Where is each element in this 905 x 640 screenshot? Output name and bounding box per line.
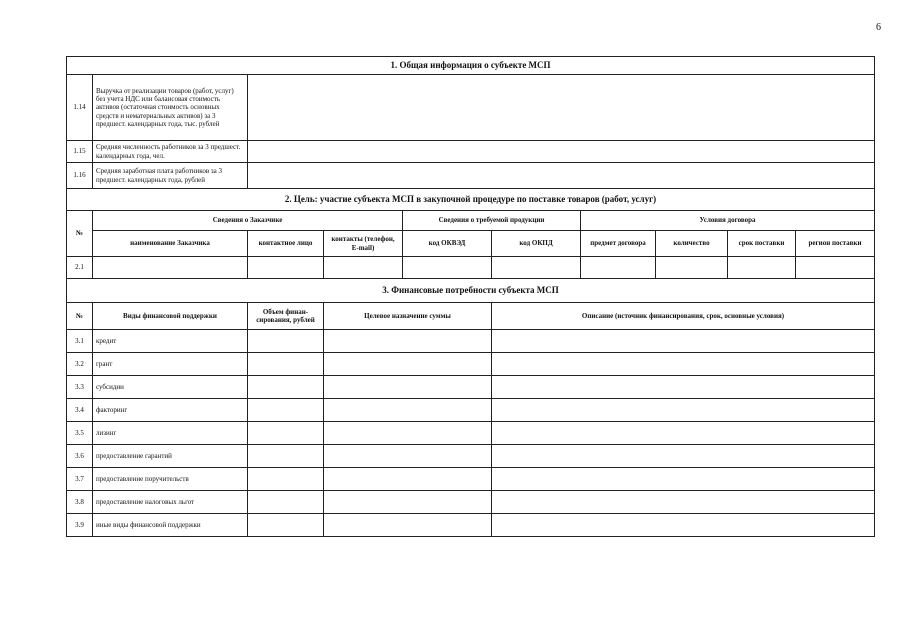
section1-title: 1. Общая информация о субъекте МСП bbox=[67, 57, 875, 75]
purpose-cell[interactable] bbox=[324, 353, 492, 376]
row-label: предоставление поручительств bbox=[93, 468, 248, 491]
value-cell[interactable] bbox=[248, 163, 875, 189]
volume-cell[interactable] bbox=[248, 330, 324, 353]
group-contract: Условия договора bbox=[581, 211, 875, 231]
table-row bbox=[67, 163, 875, 189]
table-row bbox=[67, 330, 875, 353]
table-row bbox=[67, 257, 875, 279]
table-row bbox=[67, 141, 875, 163]
table-row bbox=[67, 445, 875, 468]
purpose-cell[interactable] bbox=[324, 422, 492, 445]
column-header: код ОКВЭД bbox=[403, 231, 492, 257]
table-row bbox=[67, 422, 875, 445]
column-header: предмет договора bbox=[581, 231, 656, 257]
msp-form-table bbox=[66, 56, 875, 537]
volume-cell[interactable] bbox=[248, 399, 324, 422]
volume-cell[interactable] bbox=[248, 353, 324, 376]
volume-cell[interactable] bbox=[248, 376, 324, 399]
description-cell[interactable] bbox=[492, 376, 875, 399]
section2-title-row bbox=[67, 189, 875, 211]
row-label: Средняя численность работников за 3 предшест. календарных года, чел. bbox=[93, 141, 248, 163]
row-label: предоставление гарантий bbox=[93, 445, 248, 468]
column-header: контактное лицо bbox=[248, 231, 324, 257]
section2-title: 2. Цель: участие субъекта МСП в закупочной процедуре по поставке товаров (работ, услуг) bbox=[67, 189, 875, 211]
row-number: 1.16 bbox=[67, 163, 93, 189]
value-cell[interactable] bbox=[248, 75, 875, 141]
table-row bbox=[67, 353, 875, 376]
row-number: 2.1 bbox=[67, 257, 93, 279]
row-number: 3.1 bbox=[67, 330, 93, 353]
purpose-cell[interactable] bbox=[324, 491, 492, 514]
table-row bbox=[67, 376, 875, 399]
section3-title-row bbox=[67, 279, 875, 303]
row-number: 3.8 bbox=[67, 491, 93, 514]
column-header: наименование Заказчика bbox=[93, 231, 248, 257]
row-number: 3.6 bbox=[67, 445, 93, 468]
description-cell[interactable] bbox=[492, 353, 875, 376]
table-row bbox=[67, 514, 875, 537]
input-cell[interactable] bbox=[656, 257, 728, 279]
column-header: срок поставки bbox=[728, 231, 796, 257]
table-row bbox=[67, 491, 875, 514]
input-cell[interactable] bbox=[796, 257, 875, 279]
column-header: контакты (телефон, E-mail) bbox=[324, 231, 403, 257]
column-header: код ОКПД bbox=[492, 231, 581, 257]
page-number: 6 bbox=[876, 22, 881, 33]
purpose-cell[interactable] bbox=[324, 468, 492, 491]
description-cell[interactable] bbox=[492, 514, 875, 537]
purpose-cell[interactable] bbox=[324, 445, 492, 468]
description-cell[interactable] bbox=[492, 330, 875, 353]
input-cell[interactable] bbox=[248, 257, 324, 279]
volume-header: Объем финан-сирования, рублей bbox=[248, 303, 324, 330]
row-label: факторинг bbox=[93, 399, 248, 422]
purpose-cell[interactable] bbox=[324, 514, 492, 537]
row-number: 3.2 bbox=[67, 353, 93, 376]
purpose-cell[interactable] bbox=[324, 376, 492, 399]
description-header: Описание (источник финансирования, срок, основные условия) bbox=[492, 303, 875, 330]
row-number: 3.7 bbox=[67, 468, 93, 491]
section2-column-header bbox=[67, 231, 875, 257]
row-number: 1.14 bbox=[67, 75, 93, 141]
row-label: иные виды финансовой поддержки bbox=[93, 514, 248, 537]
row-label: Средняя заработная плата работников за 3 предшест. календарных года, рублей bbox=[93, 163, 248, 189]
description-cell[interactable] bbox=[492, 422, 875, 445]
purpose-cell[interactable] bbox=[324, 330, 492, 353]
group-product: Сведения о требуемой продукции bbox=[403, 211, 581, 231]
volume-cell[interactable] bbox=[248, 468, 324, 491]
volume-cell[interactable] bbox=[248, 445, 324, 468]
row-label: Выручка от реализации товаров (работ, услуг) без учета НДС или балансовая стоимость активов (остаточная стоимость основных средств и нематериальных активов) за 3 предшест. календарных года, тыс. рублей bbox=[93, 75, 248, 141]
section1-title-row bbox=[67, 57, 875, 75]
value-cell[interactable] bbox=[248, 141, 875, 163]
input-cell[interactable] bbox=[728, 257, 796, 279]
num-header: № bbox=[67, 303, 93, 330]
table-row bbox=[67, 399, 875, 422]
description-cell[interactable] bbox=[492, 468, 875, 491]
section3-title: 3. Финансовые потребности субъекта МСП bbox=[67, 279, 875, 303]
description-cell[interactable] bbox=[492, 399, 875, 422]
purpose-cell[interactable] bbox=[324, 399, 492, 422]
input-cell[interactable] bbox=[403, 257, 492, 279]
group-customer: Сведения о Заказчике bbox=[93, 211, 403, 231]
row-label: субсидии bbox=[93, 376, 248, 399]
column-header: количество bbox=[656, 231, 728, 257]
row-number: 1.15 bbox=[67, 141, 93, 163]
table-row bbox=[67, 468, 875, 491]
table-row bbox=[67, 75, 875, 141]
row-number: 3.9 bbox=[67, 514, 93, 537]
input-cell[interactable] bbox=[581, 257, 656, 279]
description-cell[interactable] bbox=[492, 445, 875, 468]
input-cell[interactable] bbox=[93, 257, 248, 279]
input-cell[interactable] bbox=[492, 257, 581, 279]
input-cell[interactable] bbox=[324, 257, 403, 279]
row-label: лизинг bbox=[93, 422, 248, 445]
row-number: 3.5 bbox=[67, 422, 93, 445]
row-label: кредит bbox=[93, 330, 248, 353]
num-header: № bbox=[67, 211, 93, 257]
description-cell[interactable] bbox=[492, 491, 875, 514]
volume-cell[interactable] bbox=[248, 514, 324, 537]
row-label: предоставление налоговых льгот bbox=[93, 491, 248, 514]
type-header: Виды финансовой поддержки bbox=[93, 303, 248, 330]
column-header: регион поставки bbox=[796, 231, 875, 257]
section3-header bbox=[67, 303, 875, 330]
section2-group-header bbox=[67, 211, 875, 231]
row-number: 3.3 bbox=[67, 376, 93, 399]
volume-cell[interactable] bbox=[248, 422, 324, 445]
purpose-header: Целевое назначение суммы bbox=[324, 303, 492, 330]
volume-cell[interactable] bbox=[248, 491, 324, 514]
row-number: 3.4 bbox=[67, 399, 93, 422]
row-label: грант bbox=[93, 353, 248, 376]
